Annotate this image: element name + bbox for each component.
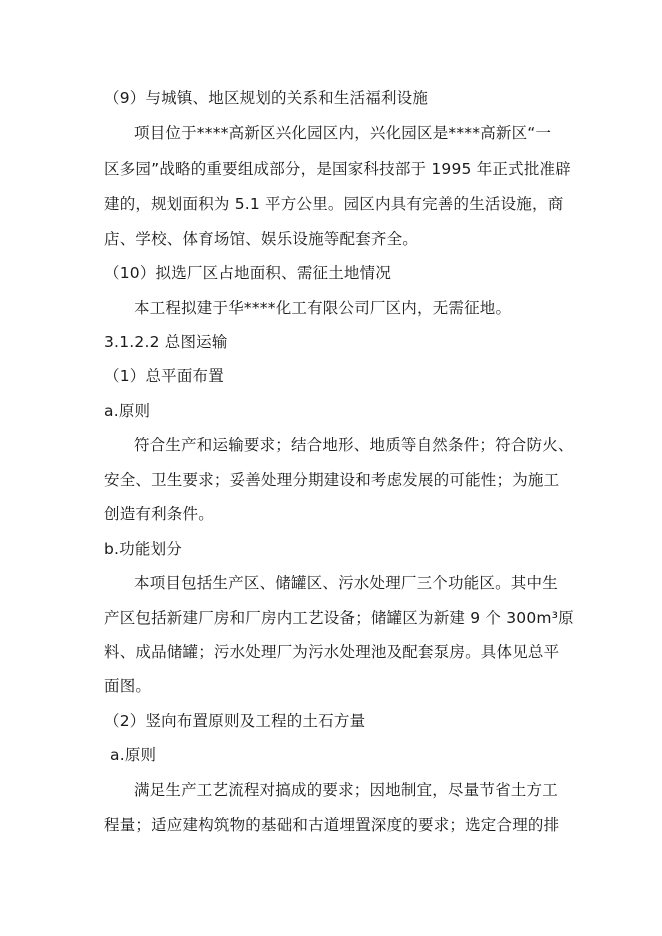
section-heading-3122: 3.1.2.2 总图运输	[104, 333, 228, 351]
paragraph-line: 安全、卫生要求；妥善处理分期建设和考虑发展的可能性；为施工	[104, 471, 560, 489]
heading-2: （2）竖向布置原则及工程的土石方量	[104, 712, 366, 730]
subheading-a-principle-2: a.原则	[110, 746, 157, 764]
paragraph-line: 建的，规划面积为 5.1 平方公里。园区内具有完善的生活设施，商	[104, 195, 564, 213]
paragraph-line: 程量；适应建构筑物的基础和古道埋置深度的要求；选定合理的排	[104, 816, 560, 834]
paragraph-line: 本工程拟建于华****化工有限公司厂区内，无需征地。	[134, 299, 512, 317]
paragraph-line: 创造有利条件。	[104, 505, 214, 523]
paragraph-line: 满足生产工艺流程对搞成的要求；因地制宜，尽量节省土方工	[134, 781, 558, 799]
heading-9: （9）与城镇、地区规划的关系和生活福利设施	[104, 89, 429, 107]
paragraph-line: 符合生产和运输要求；结合地形、地质等自然条件；符合防火、	[134, 436, 574, 454]
heading-1: （1）总平面布置	[104, 367, 224, 385]
paragraph-line: 店、学校、体育场馆、娱乐设施等配套齐全。	[104, 230, 419, 248]
paragraph-line: 项目位于****高新区兴化园区内，兴化园区是****高新区“一	[134, 124, 552, 142]
subheading-b-function: b.功能划分	[104, 540, 182, 558]
paragraph-line: 面图。	[104, 677, 152, 695]
heading-10: （10）拟选厂区占地面积、需征土地情况	[104, 264, 392, 282]
paragraph-line: 本项目包括生产区、储罐区、污水处理厂三个功能区。其中生	[134, 574, 558, 592]
paragraph-line: 区多园”战略的重要组成部分，是国家科技部于 1995 年正式批准辟	[104, 160, 571, 178]
subheading-a-principle: a.原则	[104, 402, 151, 420]
paragraph-line: 产区包括新建厂房和厂房内工艺设备；储罐区为新建 9 个 300m³原	[104, 609, 574, 627]
paragraph-line: 料、成品储罐；污水处理厂为污水处理池及配套泵房。具体见总平	[104, 643, 560, 661]
